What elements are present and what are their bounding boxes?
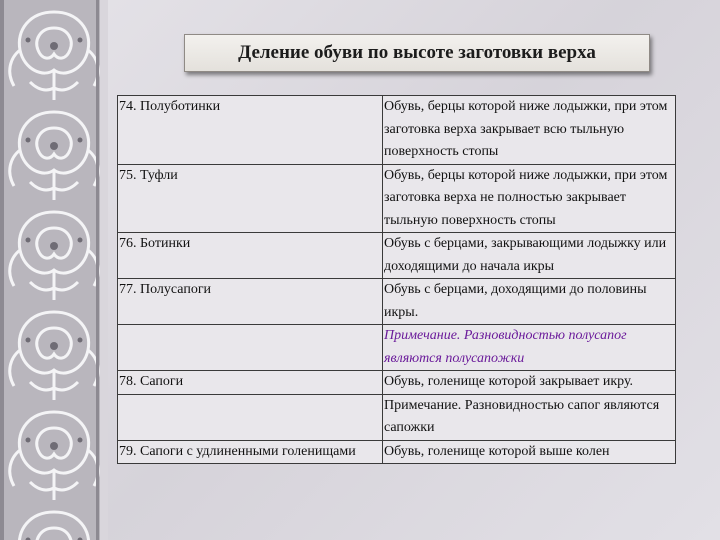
row-description: Обувь с берцами, доходящими до половины икры. <box>383 279 676 325</box>
ornamental-border <box>0 0 108 540</box>
row-description: Обувь, берцы которой ниже лодыжки, при этом заготовка верха не полностью закрывает тыльную поверхность стопы <box>383 164 676 233</box>
row-name <box>118 394 383 440</box>
row-description: Обувь, берцы которой ниже лодыжки, при этом заготовка верха закрывает всю тыльную поверхность стопы <box>383 96 676 165</box>
table-row <box>118 325 676 371</box>
table-row <box>118 164 676 233</box>
row-description: Обувь, голенище которой выше колен <box>383 440 676 464</box>
slide-title: Деление обуви по высоте заготовки верха <box>184 34 650 72</box>
table-row <box>118 279 676 325</box>
row-name: 78. Сапоги <box>118 371 383 395</box>
table-row <box>118 394 676 440</box>
row-name: 74. Полуботинки <box>118 96 383 165</box>
row-name: 76. Ботинки <box>118 233 383 279</box>
table-row <box>118 233 676 279</box>
row-description: Обувь, голенище которой закрывает икру. <box>383 371 676 395</box>
row-note: Примечание. Разновидностью полусапог являются полусапожки <box>383 325 676 371</box>
table-row <box>118 440 676 464</box>
row-name: 77. Полусапоги <box>118 279 383 325</box>
footwear-table <box>117 95 676 464</box>
row-name: 79. Сапоги с удлиненными голенищами <box>118 440 383 464</box>
row-name: 75. Туфли <box>118 164 383 233</box>
row-note: Примечание. Разновидностью сапог являются сапожки <box>383 394 676 440</box>
table-row <box>118 371 676 395</box>
table-row <box>118 96 676 165</box>
row-description: Обувь с берцами, закрывающими лодыжку или доходящими до начала икры <box>383 233 676 279</box>
row-name <box>118 325 383 371</box>
